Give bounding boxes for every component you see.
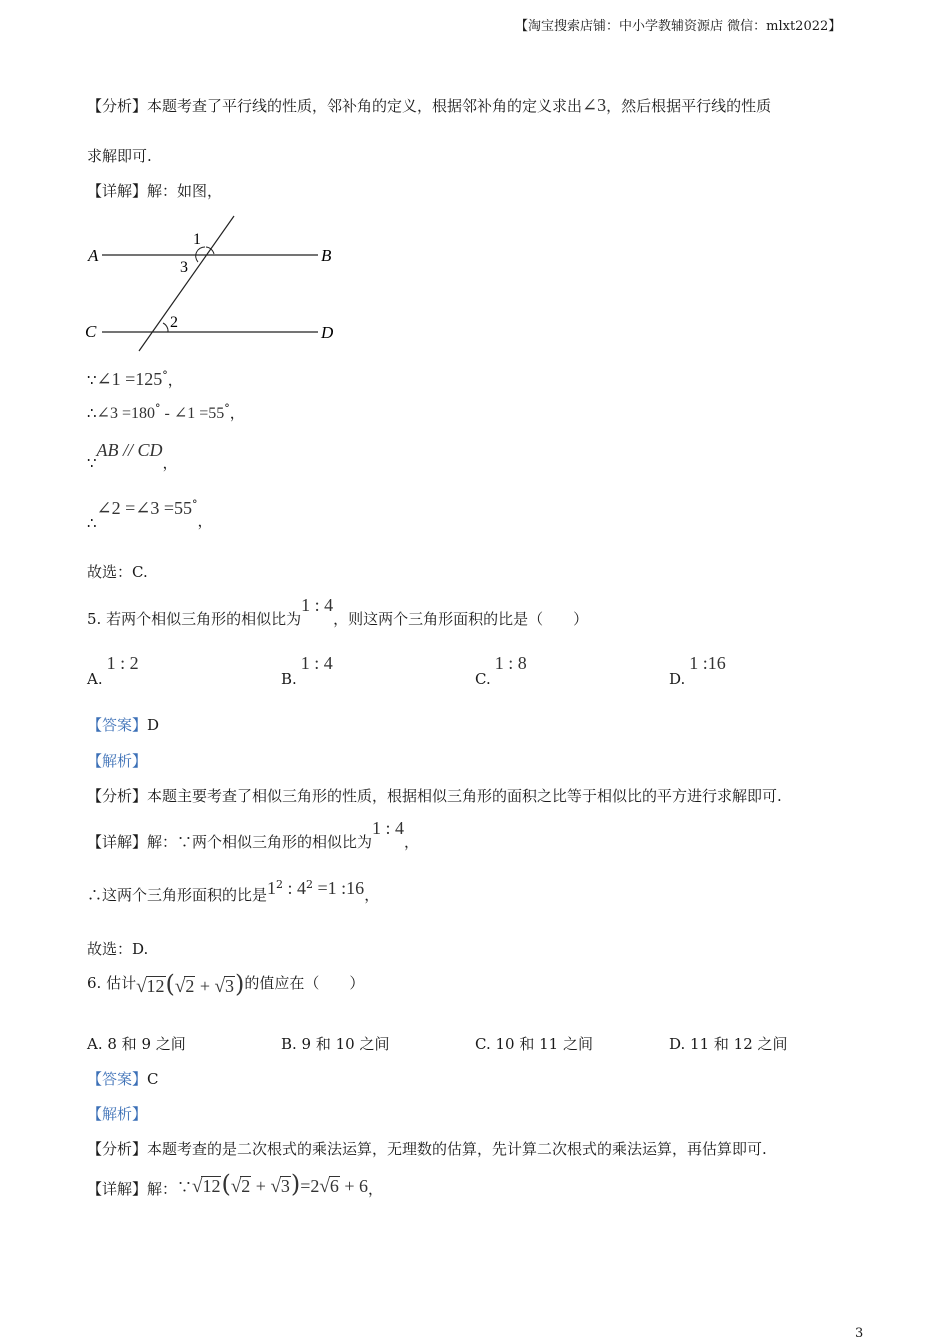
radicand-12: 12 — [202, 1176, 221, 1196]
step-result: =1 :16 — [313, 878, 365, 898]
option-letter: D. — [669, 670, 686, 688]
q5-option-a — [87, 653, 139, 688]
q6-detail — [87, 1170, 383, 1198]
angle-3-label: 3 — [180, 259, 188, 276]
step3-math: AB // CD — [96, 440, 163, 460]
transversal-line — [139, 216, 234, 351]
step4-math: ∠2 =∠3 =55 — [96, 498, 193, 518]
angle-1-label: 1 — [193, 231, 201, 248]
q5-detail — [87, 818, 420, 851]
detail-text: 解： — [147, 1180, 178, 1198]
q6-option-a: A. 8 和 9 之间 — [87, 1035, 186, 1053]
angle-2-label: 2 — [170, 314, 178, 331]
degree-mark: ° — [162, 369, 168, 382]
point-c-label: C — [85, 322, 97, 341]
q6-answer — [87, 1068, 159, 1089]
q5-stem-tail: ，则这两个三角形面积的比是（ ） — [333, 610, 589, 628]
option-value: 1 : 2 — [106, 653, 139, 673]
detail-label: 【详解】 — [87, 833, 148, 851]
q4-step1 — [87, 369, 183, 390]
q4-step3 — [87, 440, 178, 472]
page-header: 【淘宝搜索店铺：中小学教辅资源店 微信：mlxt2022】 — [515, 19, 842, 34]
right-paren: ) — [234, 970, 245, 998]
q6-jiexi-label: 【解析】 — [87, 1105, 148, 1123]
analysis-text: 本题考查的是二次根式的乘法运算，无理数的估算，先计算二次根式的乘法运算，再估算即可. — [147, 1140, 767, 1158]
analysis-text: 本题主要考查了相似三角形的性质，根据相似三角形的面积之比等于相似比的平方进行求解即可. — [147, 787, 782, 805]
step2-tail: ， — [229, 404, 245, 422]
option-letter: A. — [87, 670, 103, 688]
point-b-label: B — [321, 246, 332, 265]
q5-option-c — [475, 653, 527, 688]
q5-option-d — [669, 653, 726, 688]
q4-choose: 故选：C. — [87, 563, 148, 581]
detail-label: 【详解】 — [87, 1180, 148, 1198]
radicand-2: 2 — [185, 976, 195, 996]
degree-mark: ° — [154, 402, 161, 415]
q6-option-b: B. 9 和 10 之间 — [281, 1035, 390, 1053]
point-a-label: A — [88, 246, 99, 265]
q5-stem-ratio: 1 : 4 — [301, 595, 334, 615]
step1-math: ∠1 =125 — [96, 369, 163, 389]
right-paren: ) — [290, 1170, 301, 1198]
option-value: 1 : 4 — [300, 653, 333, 673]
left-paren: ( — [221, 1170, 231, 1198]
q6-stem-text: 6. 估计 — [87, 974, 137, 992]
parallel-lines-figure — [80, 210, 350, 360]
q4-analysis-line2: 求解即可. — [87, 147, 152, 165]
therefore-symbol: ∴ — [87, 404, 97, 422]
step2-math-b: - ∠1 =55 — [160, 405, 225, 422]
answer-value: D — [147, 716, 160, 734]
plus-sign: + — [199, 976, 210, 996]
q4-detail-line — [87, 180, 222, 201]
q6-option-c: C. 10 和 11 之间 — [475, 1035, 593, 1053]
step3-tail: ， — [162, 454, 178, 472]
q5-choose: 故选：D. — [87, 940, 149, 958]
analysis-text: 本题考查了平行线的性质，邻补角的定义，根据邻补角的定义求出 — [147, 97, 583, 115]
option-value: 1 : 8 — [494, 653, 527, 673]
q5-step — [87, 878, 380, 904]
radicand-2: 2 — [241, 1176, 251, 1196]
q4-step4 — [87, 498, 213, 532]
detail-ratio: 1 : 4 — [372, 818, 405, 838]
q4-analysis-line1 — [87, 95, 771, 116]
step-base-1: 1 — [267, 878, 277, 898]
detail-tail: ， — [404, 833, 420, 851]
q6-detail-expression: √12(√2 + √3)=2√6 + 6 — [192, 1170, 369, 1198]
q4-step2 — [87, 402, 245, 423]
plus-sign: + — [255, 1176, 266, 1196]
page-number: 3 — [855, 1326, 864, 1341]
step1-tail: ， — [167, 371, 183, 389]
option-letter: B. — [281, 670, 297, 688]
because-symbol: ∵ — [87, 454, 97, 472]
step-exponent: 2 — [306, 878, 314, 891]
q5-stem — [87, 595, 589, 628]
radicand-12: 12 — [146, 976, 165, 996]
step-text: ∴这两个三角形面积的比是 — [87, 886, 268, 904]
step-exponent: 2 — [276, 878, 284, 891]
detail-text: 解：如图， — [147, 182, 223, 200]
degree-mark: ° — [192, 498, 198, 511]
analysis-label: 【分析】 — [87, 1140, 148, 1158]
detail-text: 解：∵两个相似三角形的相似比为 — [147, 833, 373, 851]
angle-3-math: ∠3 — [582, 95, 607, 115]
result-coefficient: =2 — [300, 1176, 320, 1196]
answer-label: 【答案】 — [87, 1070, 148, 1088]
analysis-label: 【分析】 — [87, 787, 148, 805]
detail-tail: ， — [368, 1180, 384, 1198]
detail-label: 【详解】 — [87, 182, 148, 200]
option-letter: C. — [475, 670, 491, 688]
analysis-label: 【分析】 — [87, 97, 148, 115]
step4-tail: ， — [197, 512, 213, 530]
q6-stem-tail: 的值应在（ ） — [244, 974, 365, 992]
q6-option-d: D. 11 和 12 之间 — [669, 1035, 788, 1053]
degree-mark: ° — [224, 402, 230, 415]
q6-analysis — [87, 1138, 767, 1159]
point-d-label: D — [321, 323, 334, 342]
q5-analysis — [87, 785, 782, 806]
analysis-text-tail: ，然后根据平行线的性质 — [606, 97, 772, 115]
plus-six: + 6 — [339, 1176, 369, 1196]
answer-label: 【答案】 — [87, 716, 148, 734]
step-base-4: : 4 — [283, 878, 307, 898]
q6-expression: √12(√2 + √3) — [136, 970, 245, 998]
radicand-6: 6 — [329, 1176, 339, 1196]
because-symbol: ∵ — [177, 1178, 193, 1196]
step-tail: ， — [364, 886, 380, 904]
because-symbol: ∵ — [87, 371, 97, 389]
option-value: 1 :16 — [689, 653, 726, 673]
angle-2-arc — [163, 323, 168, 332]
q5-jiexi-label: 【解析】 — [87, 752, 148, 770]
q6-stem — [87, 970, 364, 998]
therefore-symbol: ∴ — [87, 514, 97, 532]
radicand-3: 3 — [280, 1176, 290, 1196]
step2-math-a: ∠3 =180 — [96, 405, 155, 422]
q5-option-b — [281, 653, 333, 688]
q5-answer — [87, 714, 159, 735]
left-paren: ( — [165, 970, 175, 998]
answer-value: C — [147, 1070, 159, 1088]
q5-stem-text: 5. 若两个相似三角形的相似比为 — [87, 610, 302, 628]
radicand-3: 3 — [224, 976, 234, 996]
